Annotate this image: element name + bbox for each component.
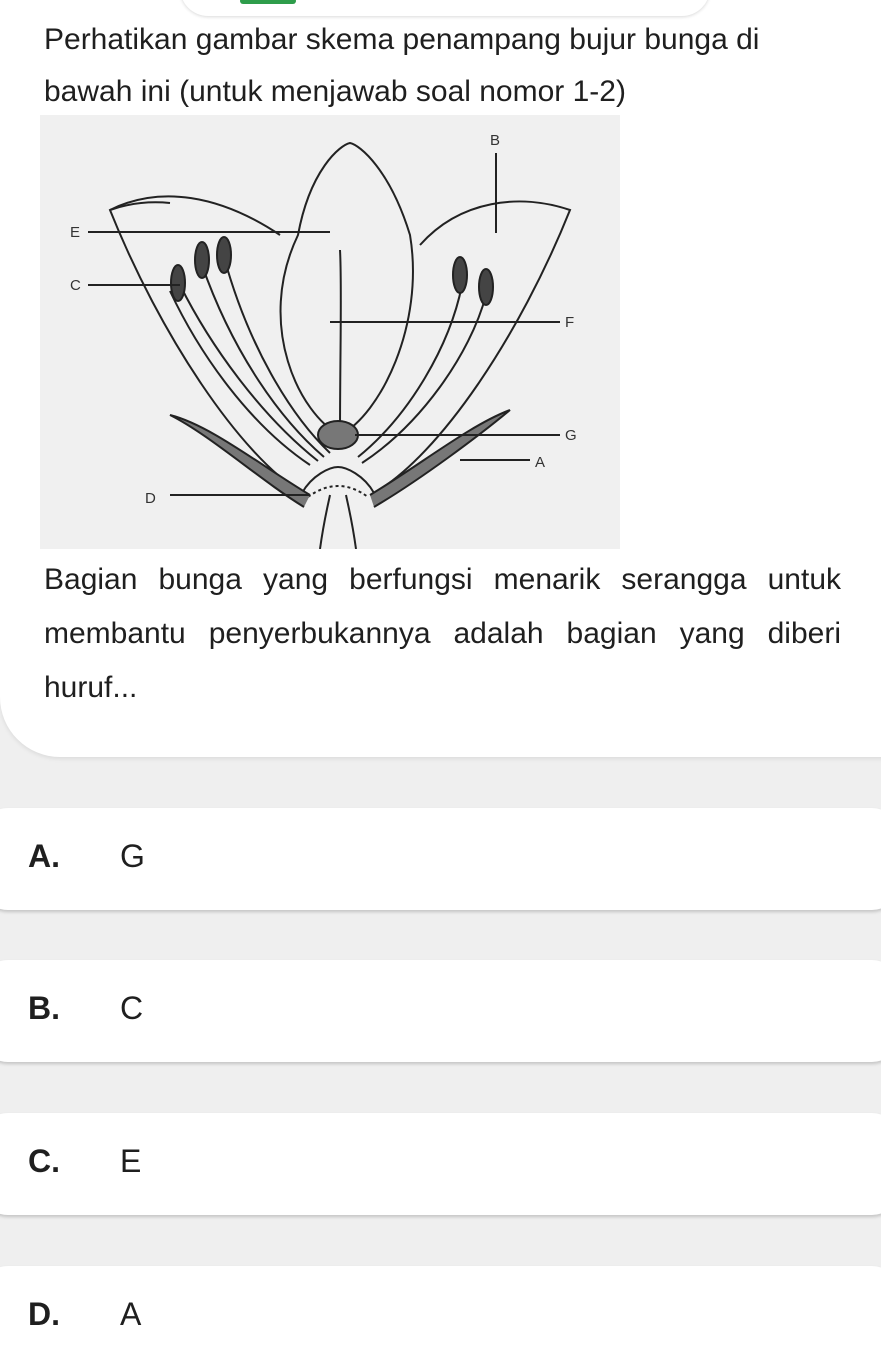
option-c[interactable]: [0, 1113, 881, 1215]
option-letter: B.: [28, 990, 60, 1026]
progress-bar: [240, 0, 296, 4]
label-c: C: [70, 277, 81, 294]
option-text: E: [120, 1143, 142, 1179]
label-f: F: [565, 314, 575, 331]
option-letter: C.: [28, 1143, 60, 1179]
option-letter: A.: [28, 838, 60, 874]
flower-cross-section-diagram: [40, 115, 620, 549]
option-text: G: [120, 838, 145, 874]
option-text: A: [120, 1296, 142, 1332]
label-e: E: [70, 224, 81, 241]
option-d[interactable]: [0, 1266, 881, 1348]
option-a[interactable]: [0, 808, 881, 910]
label-a: A: [535, 454, 546, 471]
option-b[interactable]: [0, 960, 881, 1062]
label-g: G: [565, 427, 577, 444]
question-text: Bagian bunga yang berfungsi menarik serangga untuk membantu penyerbukannya adalah bagian yang diberi huruf...: [44, 563, 841, 704]
label-b: B: [490, 132, 501, 149]
question-intro: Perhatikan gambar skema penampang bujur bunga di bawah ini (untuk menjawab soal nomor 1-2): [44, 23, 760, 108]
option-text: C: [120, 990, 144, 1026]
label-d: D: [145, 490, 156, 507]
option-letter: D.: [28, 1296, 60, 1332]
